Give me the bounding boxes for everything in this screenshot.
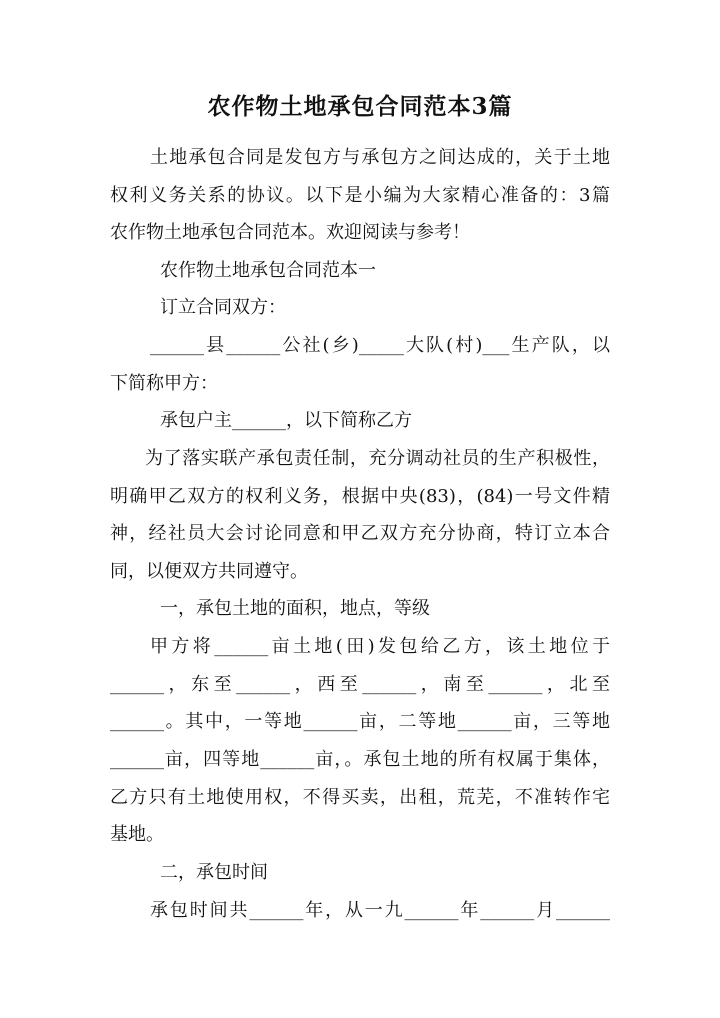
purpose-line-2: 明确甲乙双方的权利义务，根据中央(83)，(84)一号文件精 xyxy=(110,486,610,507)
clause-1-line-4: ______亩，四等地______亩，。承包土地的所有权属于集体， xyxy=(110,749,610,770)
party-a-line-2: 下简称甲方： xyxy=(110,373,218,394)
party-b-line: 承包户主______，以下简称乙方 xyxy=(160,410,412,431)
purpose-line-3: 神，经社员大会讨论同意和甲乙双方充分协商，特订立本合 xyxy=(110,523,610,544)
clause-1-heading: 一，承包土地的面积，地点，等级 xyxy=(160,598,430,619)
intro-line-1: 土地承包合同是发包方与承包方之间达成的，关于土地 xyxy=(150,147,610,168)
party-a-line-1: ______县______公社(乡)_____大队(村)___生产队，以 xyxy=(150,335,610,356)
purpose-line-4: 同，以便双方共同遵守。 xyxy=(110,561,308,582)
clause-1-line-1: 甲方将______亩土地(田)发包给乙方，该土地位于 xyxy=(150,636,610,657)
intro-line-3: 农作物土地承包合同范本。欢迎阅读与参考！ xyxy=(110,222,470,243)
section-heading-1: 农作物土地承包合同范本一 xyxy=(160,260,376,281)
clause-1-line-2: ______，东至______，西至______，南至______，北至 xyxy=(110,674,610,695)
clause-2-heading: 二，承包时间 xyxy=(160,862,268,883)
parties-heading: 订立合同双方： xyxy=(160,297,286,318)
intro-line-2: 权利义务关系的协议。以下是小编为大家精心准备的：3篇 xyxy=(110,185,610,206)
clause-1-line-5: 乙方只有土地使用权，不得买卖，出租，荒芜，不准转作宅 xyxy=(110,787,610,808)
purpose-line-1: 为了落实联产承包责任制，充分调动社员的生产积极性， xyxy=(145,448,610,469)
clause-1-line-3: ______。其中，一等地______亩，二等地______亩，三等地 xyxy=(110,711,610,732)
clause-2-line-1: 承包时间共______年，从一九______年______月______ xyxy=(150,900,610,921)
document-title: 农作物土地承包合同范本3篇 xyxy=(207,93,513,120)
clause-1-line-6: 基地。 xyxy=(110,824,164,845)
